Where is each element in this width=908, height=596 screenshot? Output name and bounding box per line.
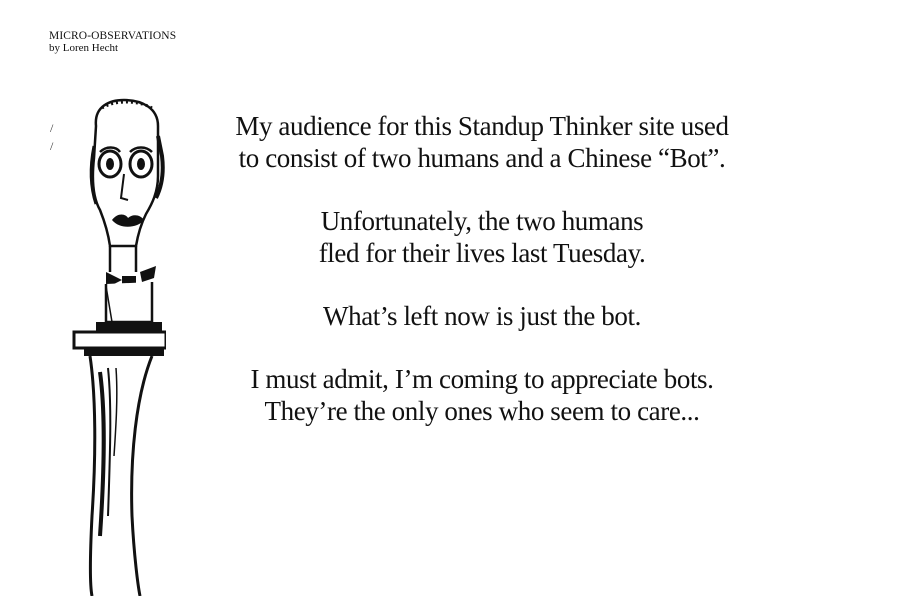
- paragraph: [200, 363, 764, 427]
- author-byline: by Loren Hecht: [49, 42, 119, 54]
- text-line: to consist of two humans and a Chinese “Bot”.: [238, 143, 726, 173]
- paragraph: [200, 300, 764, 332]
- standup-thinker-figure-icon: [66, 96, 166, 596]
- paragraph: [200, 205, 764, 269]
- paragraph: [200, 110, 764, 174]
- text-line: They’re the only ones who seem to care...: [264, 396, 700, 426]
- margin-marks: [50, 119, 53, 155]
- series-title: MICRO-OBSERVATIONS: [49, 30, 177, 42]
- text-line: fled for their lives last Tuesday.: [318, 238, 646, 268]
- text-line: What’s left now is just the bot.: [323, 301, 641, 331]
- text-line: I must admit, I’m coming to appreciate bots.: [250, 364, 714, 394]
- margin-mark: /: [50, 121, 54, 135]
- text-line: Unfortunately, the two humans: [320, 206, 644, 236]
- monologue-text: [200, 110, 764, 427]
- text-line: My audience for this Standup Thinker site used: [235, 111, 729, 141]
- site-header: [49, 30, 176, 54]
- margin-mark: /: [50, 139, 54, 153]
